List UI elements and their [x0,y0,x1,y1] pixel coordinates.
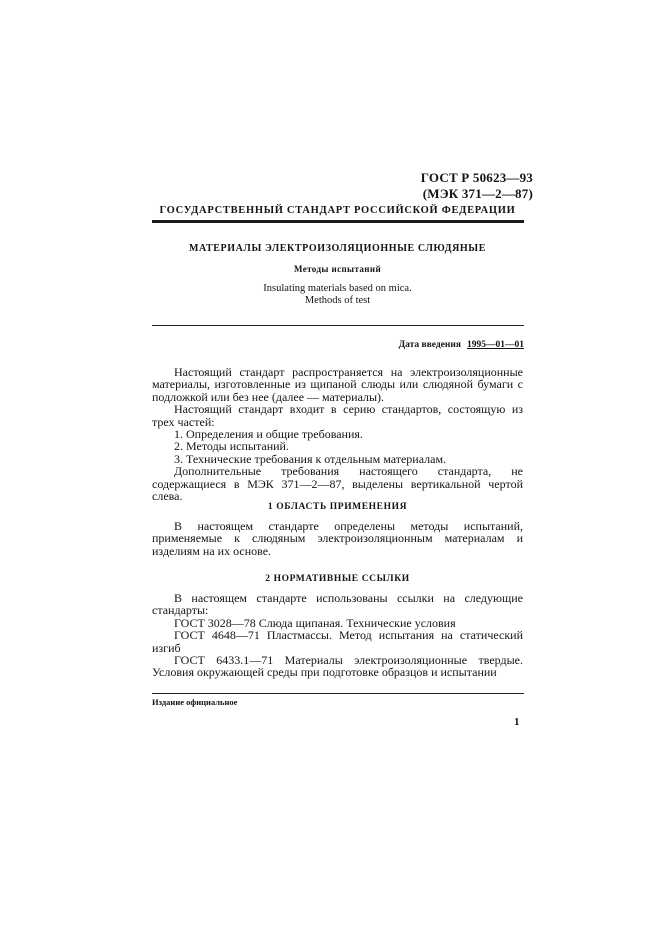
introduction-date [399,340,524,350]
intro-paragraph-additional: Дополнительные требования настоящего стандарта, не содержащиеся в МЭК 371—2—87, выделены вертикальной чертой слева. [152,464,523,504]
section-2-paragraph: В настоящем стандарте использованы ссылки на следующие стандарты: [152,591,523,618]
footer-divider [152,693,524,694]
document-subtitle: Методы испытаний [293,264,382,274]
english-title-line-1: Insulating materials based on mica. [263,283,412,294]
section-2-body [152,592,523,679]
english-title [150,283,525,307]
title-divider [152,325,524,326]
iec-code: (МЭК 371—2—87) [422,186,533,201]
document-code-block [421,170,533,202]
normative-reference-2: ГОСТ 4648—71 Пластмассы. Метод испытания на статический изгиб [152,628,523,655]
introduction-date-value: 1995—01—01 [467,340,524,350]
intro-list-item-3: 3. Технические требования к отдельным материалам. [174,451,447,466]
intro-list-item-2: 2. Методы испытаний. [174,439,289,454]
intro-paragraph-scope: Настоящий стандарт распространяется на электроизоляционные материалы, изготовленные из щипаной слюды или слюдяной бумаги с подложкой или без нее (далее — материалы). [152,365,523,404]
standard-type-heading: ГОСУДАРСТВЕННЫЙ СТАНДАРТ РОССИЙСКОЙ ФЕДЕРАЦИИ [159,205,516,216]
document-title: МАТЕРИАЛЫ ЭЛЕКТРОИЗОЛЯЦИОННЫЕ СЛЮДЯНЫЕ [188,243,486,254]
introduction-date-label: Дата введения [398,340,461,350]
section-1-heading: 1 ОБЛАСТЬ ПРИМЕНЕНИЯ [267,502,408,512]
normative-reference-3: ГОСТ 6433.1—71 Материалы электроизоляционные твердые. Условия окружающей среды при подготовке образцов и испытании [152,653,523,680]
section-2-heading: 2 НОРМАТИВНЫЕ ССЫЛКИ [265,574,410,584]
official-edition-note: Издание официальное [152,697,238,707]
intro-block [152,366,523,502]
header-divider [152,220,524,223]
english-title-line-2: Methods of test [304,295,371,306]
section-1-paragraph: В настоящем стандарте определены методы испытаний, применяемые к слюдяным электроизоляционным материалам и изделиям на их основе. [152,519,523,558]
gost-code: ГОСТ Р 50623—93 [420,170,533,185]
section-1-body [152,520,523,557]
intro-paragraph-series: Настоящий стандарт входит в серию стандартов, состоящую из трех частей: [152,402,523,429]
page-number: 1 [514,716,520,728]
normative-reference-1: ГОСТ 3028—78 Слюда щипаная. Технические условия [174,615,456,630]
intro-list-item-1: 1. Определения и общие требования. [174,427,363,442]
